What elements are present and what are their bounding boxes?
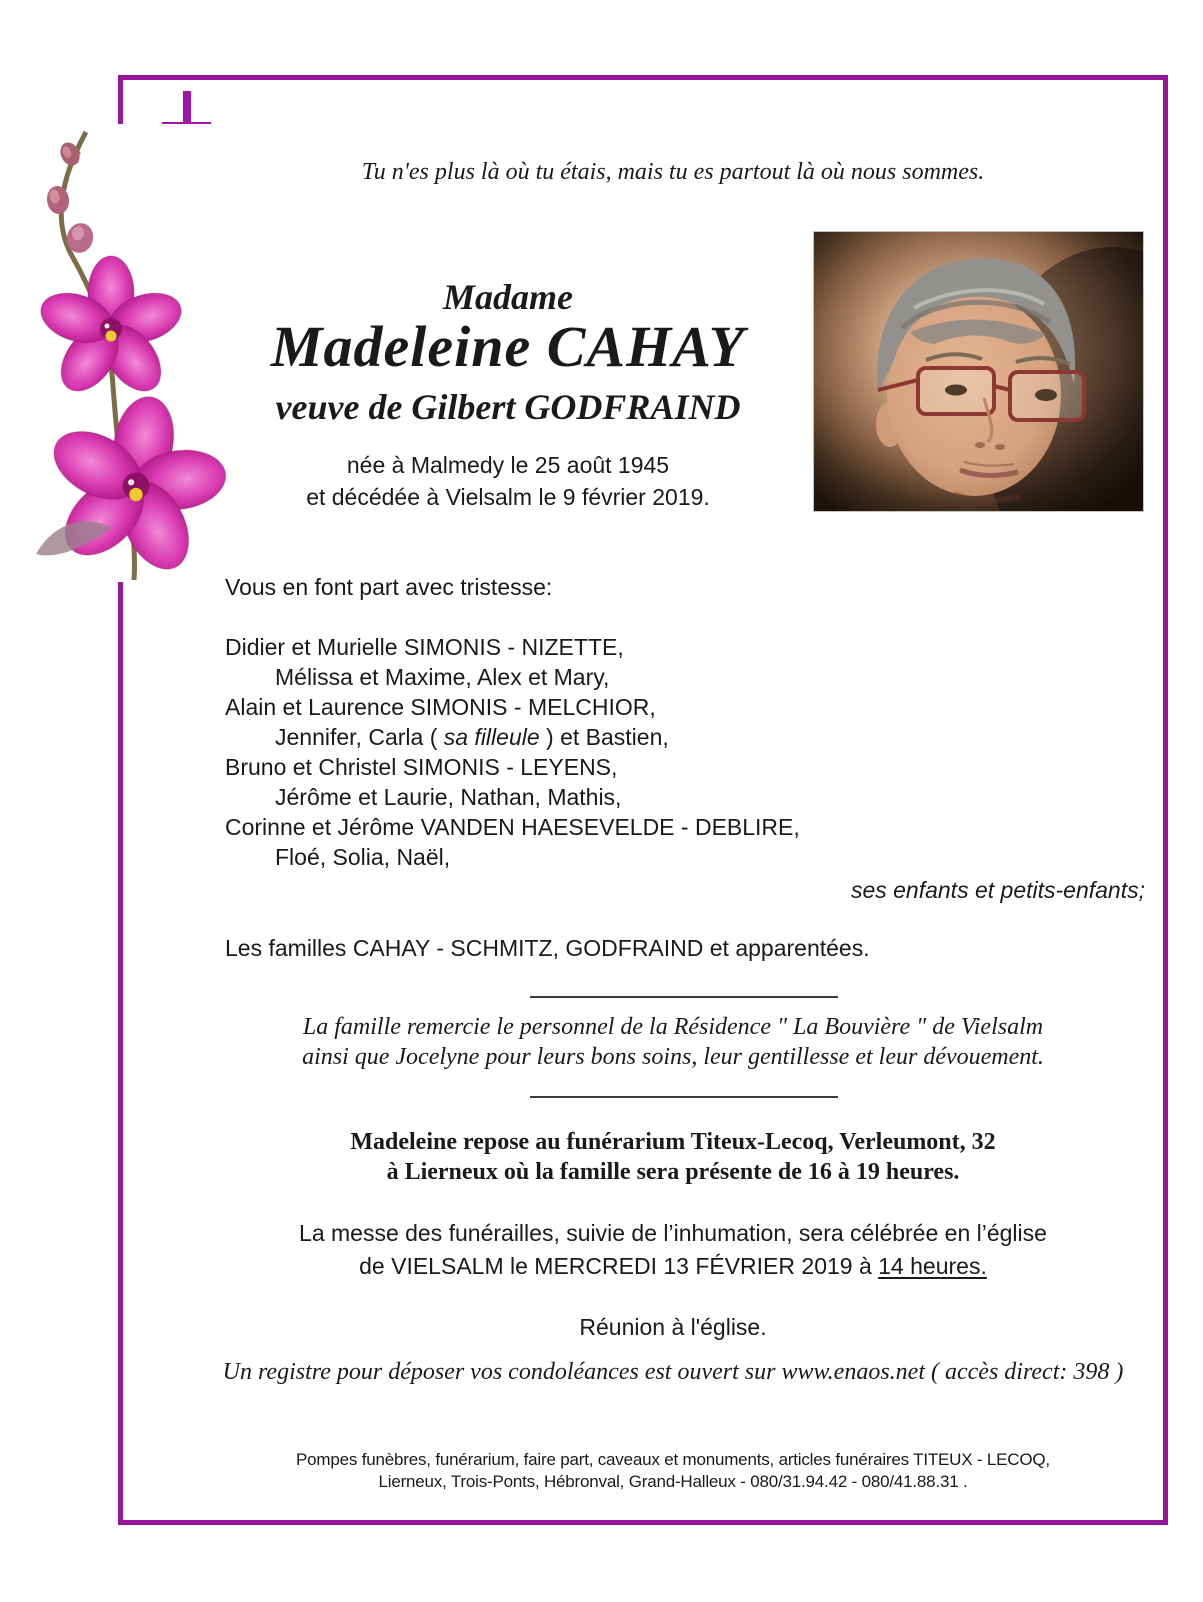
- repose-line-2: à Lierneux où la famille sera présente de 16 à 19 heures.: [386, 1159, 960, 1185]
- thanks-line-2: ainsi que Jocelyne pour leurs bons soins, leur gentillesse et leur dévouement.: [302, 1044, 1044, 1070]
- memorial-quote: Tu n'es plus là où tu étais, mais tu es partout là où nous sommes.: [361, 159, 985, 185]
- family-line-8: Floé, Solia, Naël,: [275, 844, 451, 870]
- family-line-6: Jérôme et Laurie, Nathan, Mathis,: [275, 784, 622, 810]
- death-line: et décédée à Vielsalm le 9 février 2019.: [306, 484, 710, 510]
- reunion-line: Réunion à l'église.: [579, 1314, 767, 1340]
- announcement-line: Vous en font part avec tristesse:: [225, 574, 553, 600]
- goddaughter-note: sa filleule: [443, 724, 540, 750]
- thanks-line-1: La famille remercie le personnel de la Résidence " La Bouvière " de Vielsalm: [302, 1014, 1044, 1040]
- deceased-name: Madeleine CAHAY: [270, 314, 746, 379]
- widow-line: veuve de Gilbert GODFRAIND: [275, 387, 741, 427]
- family-line-3: Alain et Laurence SIMONIS - MELCHIOR,: [225, 694, 656, 720]
- family-line-2: Mélissa et Maxime, Alex et Mary,: [275, 664, 610, 690]
- thanks-paragraph: [178, 1012, 1168, 1072]
- condolence-register-line: Un registre pour déposer vos condoléances est ouvert sur www.enaos.net ( accès direct: 398 ): [222, 1359, 1124, 1385]
- family-line-4: Jennifer, Carla ( sa filleule ) et Bastien,: [275, 724, 669, 750]
- divider: [530, 996, 838, 998]
- family-line-5: Bruno et Christel SIMONIS - LEYENS,: [225, 754, 618, 780]
- mass-time: 14 heures.: [878, 1253, 987, 1279]
- family-list: [225, 632, 800, 872]
- family-line-7: Corinne et Jérôme VANDEN HAESEVELDE - DEBLIRE,: [225, 814, 800, 840]
- deceased-title-block: [168, 275, 848, 513]
- portrait-photo-icon: [814, 232, 1143, 511]
- relation-line: ses enfants et petits-enfants;: [850, 877, 1145, 903]
- mass-line-1: La messe des funérailles, suivie de l’inhumation, sera célébrée en l’église: [299, 1220, 1047, 1246]
- footer-line-1: Pompes funèbres, funérarium, faire part, caveaux et monuments, articles funéraires TITEUX - LECOQ,: [296, 1450, 1050, 1469]
- life-dates: [168, 449, 848, 513]
- extended-families-line: Les familles CAHAY - SCHMITZ, GODFRAIND et apparentées.: [225, 935, 870, 961]
- footer-line-2: Lierneux, Trois-Ponts, Hébronval, Grand-Halleux - 080/31.94.42 - 080/41.88.31 .: [378, 1472, 968, 1491]
- repose-line-1: Madeleine repose au funérarium Titeux-Lecoq, Verleumont, 32: [350, 1129, 996, 1155]
- family-line-1: Didier et Murielle SIMONIS - NIZETTE,: [225, 634, 624, 660]
- funeral-mass-paragraph: [178, 1217, 1168, 1283]
- birth-line: née à Malmedy le 25 août 1945: [346, 452, 670, 478]
- repose-paragraph: [178, 1127, 1168, 1187]
- funeral-home-footer: [178, 1449, 1168, 1493]
- salutation: Madame: [443, 277, 573, 317]
- mass-line-2: de VIELSALM le MERCREDI 13 FÉVRIER 2019 à 14 heures.: [359, 1253, 987, 1279]
- portrait-photo: [813, 231, 1144, 512]
- divider: [530, 1096, 838, 1098]
